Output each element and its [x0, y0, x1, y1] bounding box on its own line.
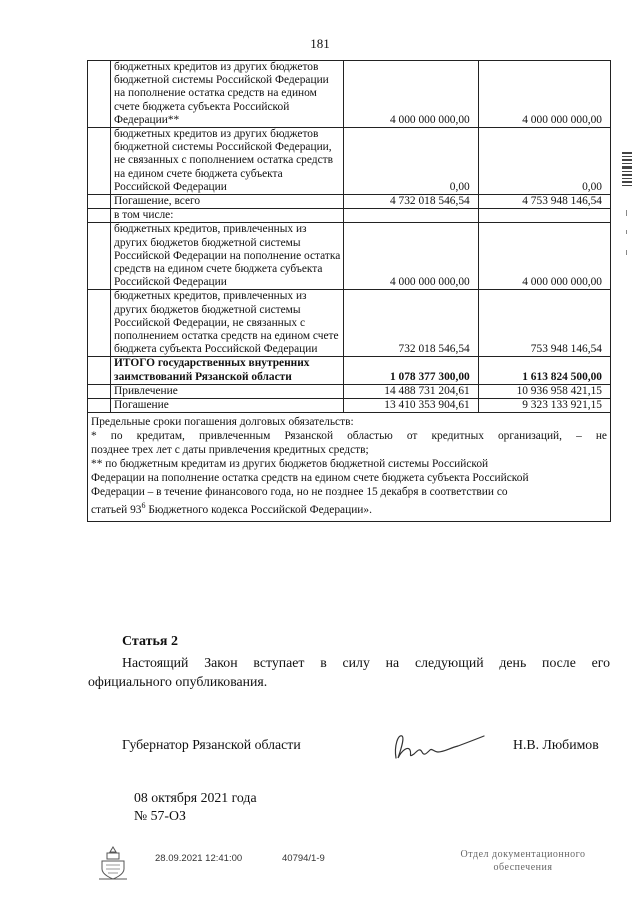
table-cell-text: бюджетных кредитов, привлеченных из других бюджетов бюджетной системы Российской Федерации, не связанных с пополнением остатка средств на едином счете бюджета субъекта Российской Федерации [111, 290, 344, 357]
table-cell-empty [88, 195, 111, 209]
coat-of-arms-icon [96, 845, 130, 881]
table-cell-value-2021: 1 078 377 300,00 [344, 357, 478, 384]
note-2-line: Федерации – в течение финансового года, но не позднее 15 декабря в соответствии со [91, 486, 508, 499]
note-1-line: позднее трех лет с даты привлечения кредитных средств; [91, 444, 369, 457]
table-cell-text: бюджетных кредитов из других бюджетов бюджетной системы Российской Федерации, не связанных с пополнением остатка средств на едином счете бюджета субъекта Российской Федерации [111, 128, 344, 195]
table-row [88, 223, 611, 290]
table-cell-value-2021: 4 732 018 546,54 [344, 195, 478, 209]
table-row-total [88, 357, 611, 384]
note-2-line: ** по бюджетным кредитам из других бюджетов бюджетной системы Российской [91, 458, 489, 471]
table-cell-empty [88, 384, 111, 398]
stamp-line: Отдел документационного [460, 849, 586, 860]
notes-heading: Предельные сроки погашения долговых обязательств: [91, 416, 354, 429]
table-cell-text: бюджетных кредитов из других бюджетов бюджетной системы Российской Федерации на пополнение остатка средств на едином счете бюджета субъекта Российской Федерации** [111, 61, 344, 128]
note-2-line [91, 499, 607, 517]
table-cell-value-2021: 4 000 000 000,00 [344, 223, 478, 290]
law-number: № 57-ОЗ [134, 808, 186, 823]
table-cell-value-2022: 4 000 000 000,00 [478, 223, 610, 290]
footer-document-code: 40794/1-9 [282, 853, 325, 864]
page-number: 181 [310, 36, 330, 51]
table-row [88, 399, 611, 413]
footer-timestamp: 28.09.2021 12:41:00 [155, 853, 243, 864]
note-2-line: Федерации на пополнение остатка средств на едином счете бюджета субъекта Российской [91, 472, 529, 485]
table-cell-value-2021: 13 410 353 904,61 [344, 399, 478, 413]
table-cell-empty [88, 223, 111, 290]
table-cell-value-2021: 732 018 546,54 [344, 290, 478, 357]
table-cell-value-2021: 0,00 [344, 128, 478, 195]
table-row [88, 290, 611, 357]
table-row [88, 195, 611, 209]
note-2-superscript: 6 [141, 501, 146, 511]
stamp-line: обеспечения [493, 862, 553, 873]
table-cell-value-2022 [478, 209, 610, 223]
table-notes-row [88, 413, 611, 522]
table-cell-text: бюджетных кредитов, привлеченных из других бюджетов бюджетной системы Российской Федерации на пополнение остатка средств на едином счете бюджета субъекта Российской Федерации [111, 223, 344, 290]
signing-date: 08 октября 2021 года [134, 790, 257, 805]
repayment-terms-notes [88, 413, 611, 522]
table-cell-value-2022: 10 936 958 421,15 [478, 384, 610, 398]
scan-edge-marks [618, 150, 636, 270]
table-cell-value-2022: 1 613 824 500,00 [478, 357, 610, 384]
table-cell-value-2022: 4 753 948 146,54 [478, 195, 610, 209]
note-1-line: * по кредитам, привлеченным Рязанской областью от кредитных организаций, – не [91, 430, 607, 443]
table-cell-value-2022: 4 000 000 000,00 [478, 61, 610, 128]
table-cell-value-2022: 753 948 146,54 [478, 290, 610, 357]
table-cell-value-2021: 4 000 000 000,00 [344, 61, 478, 128]
table-cell-value-2021 [344, 209, 478, 223]
article-title: Статья 2 [122, 634, 178, 649]
article-line: официального опубликования. [88, 674, 268, 689]
table-cell-empty [88, 209, 111, 223]
table-cell-empty [88, 290, 111, 357]
signatory-position: Губернатор Рязанской области [122, 737, 301, 752]
table-row [88, 61, 611, 128]
article-body [88, 653, 610, 691]
table-cell-text: в том числе: [111, 209, 344, 223]
note-2-text: Бюджетного кодекса Российской Федерации». [145, 504, 372, 517]
borrowings-table [87, 60, 611, 522]
table-row [88, 209, 611, 223]
table-cell-empty [88, 357, 111, 384]
table-cell-text: ИТОГО государственных внутренних заимствований Рязанской области [111, 357, 344, 384]
table-row [88, 384, 611, 398]
table-cell-value-2022: 0,00 [478, 128, 610, 195]
table-cell-empty [88, 128, 111, 195]
table-cell-empty [88, 399, 111, 413]
table-cell-value-2021: 14 488 731 204,61 [344, 384, 478, 398]
article-line: Настоящий Закон вступает в силу на следующий день после его [122, 655, 610, 670]
note-2-text: статьей 93 [91, 504, 142, 517]
table-cell-text: Привлечение [111, 384, 344, 398]
department-stamp [448, 848, 598, 874]
table-row [88, 128, 611, 195]
table-cell-empty [88, 61, 111, 128]
table-cell-text: Погашение [111, 399, 344, 413]
handwritten-signature [388, 728, 488, 764]
table-cell-text: Погашение, всего [111, 195, 344, 209]
table-cell-value-2022: 9 323 133 921,15 [478, 399, 610, 413]
signatory-name: Н.В. Любимов [513, 737, 599, 752]
